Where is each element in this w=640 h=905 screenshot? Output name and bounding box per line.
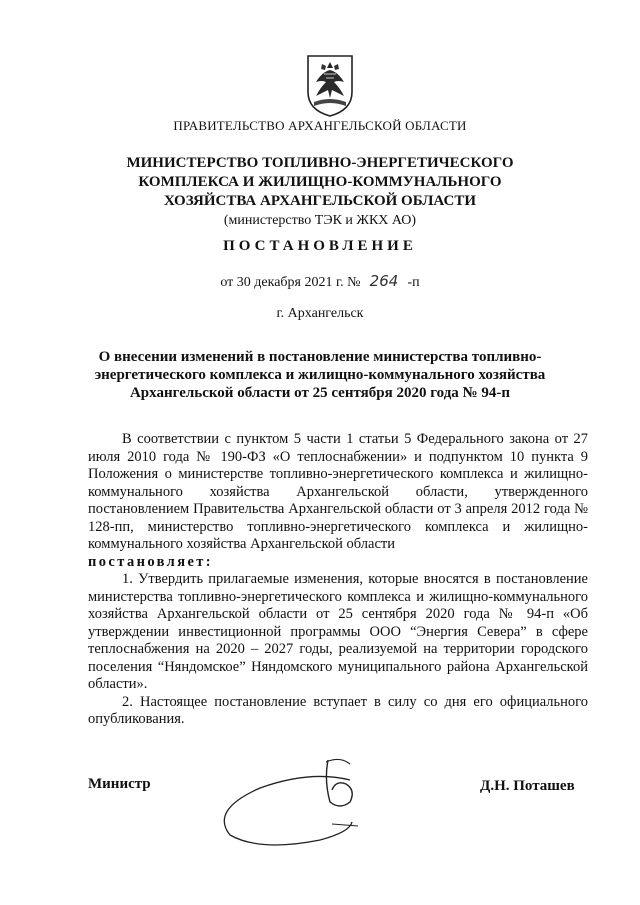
ministry-line-3: ХОЗЯЙСТВА АРХАНГЕЛЬСКОЙ ОБЛАСТИ: [163, 193, 477, 209]
date-suffix: -п: [407, 275, 420, 290]
subject-line-3: Архангельской области от 25 сентября 2020 года № 94-п: [129, 385, 511, 401]
ministry-short-name: (министерство ТЭК и ЖКХ АО): [223, 213, 417, 228]
date-prefix: от 30 декабря 2021 г. №: [220, 275, 361, 290]
city: г. Архангельск: [276, 306, 364, 321]
handwritten-signature: [200, 740, 400, 850]
document-date-line: [0, 272, 640, 291]
subject-line-2: энергетического комплекса и жилищно-коммунального хозяйства: [94, 367, 546, 383]
document-number-handwritten: 264: [369, 272, 399, 290]
item-2-paragraph: 2. Настоящее постановление вступает в силу со дня его официального опубликования.: [88, 693, 588, 727]
document-subject: [0, 348, 640, 402]
resolves-word: постановляет:: [88, 553, 214, 570]
item-1-paragraph: 1. Утвердить прилагаемые изменения, которые вносятся в постановление министерства топливно-энергетического комплекса и жилищно-коммунального хозяйства Архангельской области от 25 сентября 2020 года № 94-п «Об утверждении инвестиционной программы ООО “Энергия Севера” в сфере теплоснабжения на 2020 – 2027 годы, реализуемой на территории городского поселения “Няндомское” Няндомского муниципального района Архангельской области».: [88, 571, 588, 692]
document-type: ПОСТАНОВЛЕНИЕ: [223, 238, 417, 254]
signer-title: Министр: [88, 776, 151, 792]
ministry-line-1: МИНИСТЕРСТВО ТОПЛИВНО-ЭНЕРГЕТИЧЕСКОГО: [126, 155, 514, 171]
ministry-line-2: КОМПЛЕКСА И ЖИЛИЩНО-КОММУНАЛЬНОГО: [138, 174, 502, 190]
ministry-name: [0, 154, 640, 230]
signer-name: Д.Н. Поташев: [480, 778, 575, 794]
coat-of-arms-emblem: [302, 52, 358, 118]
document-body: [88, 431, 588, 729]
subject-line-1: О внесении изменений в постановление министерства топливно-: [98, 349, 542, 365]
government-header: ПРАВИТЕЛЬСТВО АРХАНГЕЛЬСКОЙ ОБЛАСТИ: [173, 118, 467, 133]
preamble-paragraph: В соответствии с пунктом 5 части 1 статьи 5 Федерального закона от 27 июля 2010 года № 190-ФЗ «О теплоснабжении» и подпунктом 10 пункта 9 Положения о министерстве топливно-энергетического комплекса и жилищно-коммунального хозяйства Архангельской области, утвержденного постановлением Правительства Архангельской области от 3 апреля 2012 года № 128-пп, министерство топливно-энергетического комплекса и жилищно-коммунального хозяйства Архангельской области: [88, 431, 588, 552]
